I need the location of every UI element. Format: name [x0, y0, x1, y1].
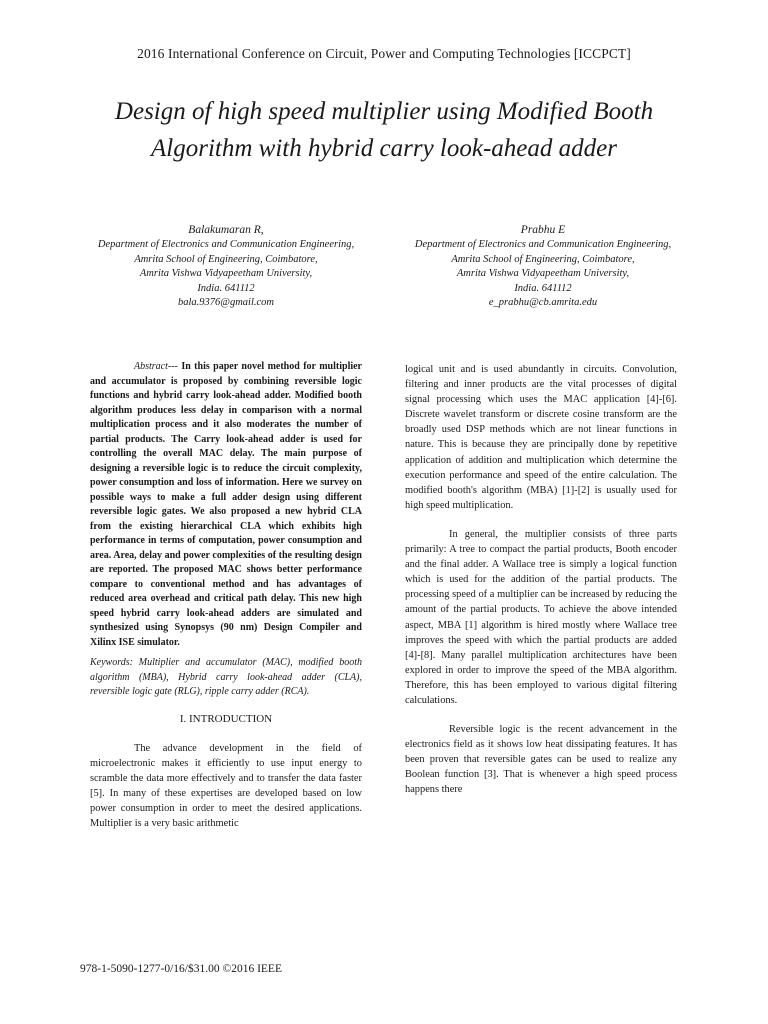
right-column	[405, 362, 677, 798]
author-school: Amrita School of Engineering, Coimbatore,	[134, 253, 318, 265]
author-name: Balakumaran R,	[188, 224, 264, 236]
intro-paragraph: The advance development in the field of microelectronic makes it efficiently to use input energy to scramble the data more effectively and to transfer the data faster [5]. In many of these expertises are developed based on low power consumption in order to meet the desired applications. Multiplier is a very basic arithmetic	[90, 742, 362, 830]
conference-header: 2016 International Conference on Circuit, Power and Computing Technologies [ICCPCT]	[137, 46, 631, 61]
paper-title: Design of high speed multiplier using Modified Booth Algorithm with hybrid carry look-ahead adder	[114, 98, 654, 162]
body-paragraph: Reversible logic is the recent advancement in the electronics field as it shows low heat dissipating features. It has been proven that reversible gates can be used to realize any Boolean function [3]. That is whenever a high speed process happens there	[405, 724, 677, 796]
body-paragraph: logical unit and is used abundantly in circuits. Convolution, filtering and inner products are the vital processes of digital signal processing which uses the MAC application [4]-[6]. Discrete wavelet transform or discrete cosine transform are the broadly used DSP methods which are not linear functions in nature. This is because they are principally done by repetitive application of addition and multiplication which determine the execution performance and speed of the entire calculation. The modified booth's algorithm (MBA) [1]-[2] is usually used for high speed multiplication.	[405, 364, 677, 511]
copyright-footer: 978-1-5090-1277-0/16/$31.00 ©2016 IEEE	[80, 963, 282, 975]
body-paragraph: In general, the multiplier consists of three parts primarily: A tree to compact the partial products, Booth encoder and the final adder. A Wallace tree is simply a logical function which is used for the addition of the partial products. The processing speed of a multiplier can be increased by reducing the amount of the partial products. To achieve the above intended aspect, MBA [1] algorithm is hired mostly where Wallace tree improves the speed with which the partial products are added [4]-[8]. Many parallel multiplication architectures have been explored in order to improve the speed of the MBA algorithm. Therefore, this has been employed to various digital filtering calculations.	[405, 528, 677, 706]
author-name: Prabhu E	[520, 224, 566, 236]
author-block-1	[81, 223, 371, 311]
author-location: India. 641112	[514, 282, 572, 294]
author-email: bala.9376@gmail.com	[178, 297, 274, 308]
author-dept: Department of Electronics and Communication Engineering,	[414, 239, 672, 250]
author-school: Amrita School of Engineering, Coimbatore,	[451, 253, 635, 265]
keywords: Keywords: Multiplier and accumulator (MAC), modified booth algorithm (MBA), Hybrid carry look-ahead adder (CLA), reversible logic gate (RLG), ripple carry adder (RCA).	[90, 657, 362, 697]
abstract	[90, 360, 362, 650]
author-email: e_prabhu@cb.amrita.edu	[488, 297, 598, 308]
author-location: India. 641112	[197, 282, 255, 294]
author-block-2	[398, 223, 688, 311]
left-column	[90, 360, 362, 831]
author-university: Amrita Vishwa Vidyapeetham University,	[456, 268, 630, 279]
abstract-body: In this paper novel method for multiplier and accumulator is proposed by combining reversible logic functions and hybrid carry look-ahead adder. Modified booth algorithm produces less delay in comparison with a normal multiplication process and it also moderates the number of partial products. The Carry look-ahead adder is used for controlling the overall MAC delay. The main purpose of designing a reversible logic is to reduce the circuit complexity, power consumption and loss of information. Here we survey on possible ways to make a full adder design using different reversible logic gates. We also proposed a new hybrid CLA from the existing hierarchical CLA which exhibits high performance in terms of computation, power consumption and area. Area, delay and power complexities of the resulting design are reported. The proposed MAC shows better performance compare to conventional method and has advantages of reduced area overhead and critical path delay. This new high speed hybrid carry look-ahead adders are simulated and synthesized using Synopsys (90 nm) Design Compiler and Xilinx ISE simulator.	[90, 361, 362, 648]
section-heading: I. INTRODUCTION	[179, 712, 273, 725]
author-university: Amrita Vishwa Vidyapeetham University,	[139, 268, 313, 279]
abstract-label: Abstract---	[134, 361, 178, 372]
author-dept: Department of Electronics and Communication Engineering,	[97, 239, 355, 250]
